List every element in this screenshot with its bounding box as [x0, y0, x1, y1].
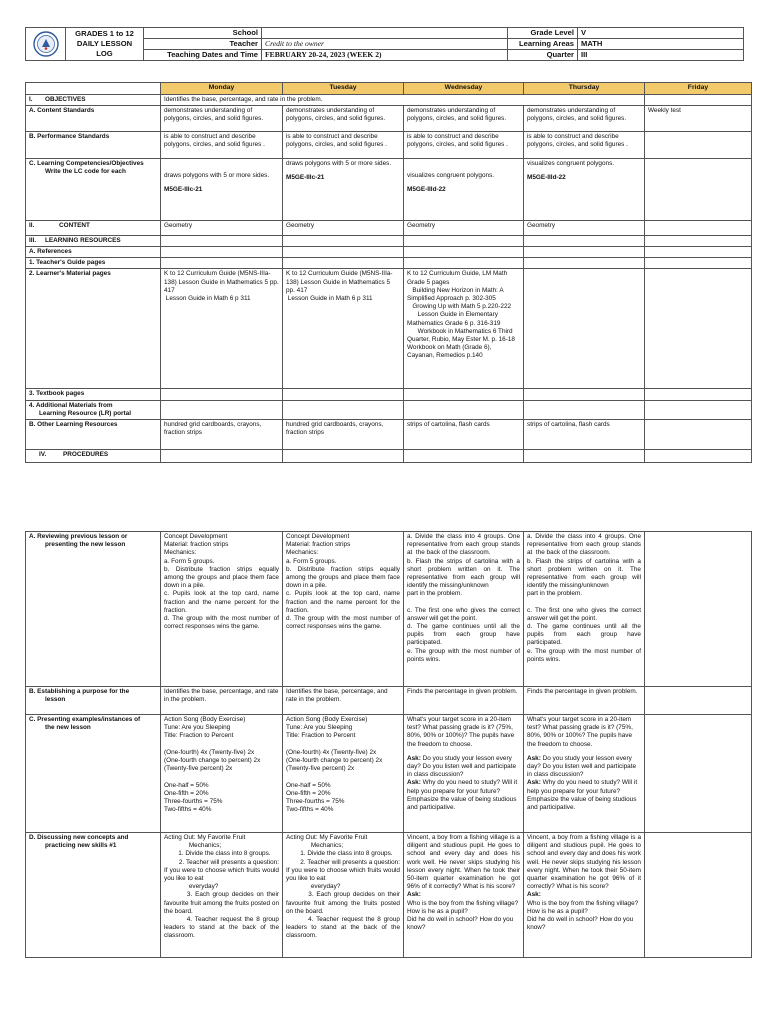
discussing-row	[26, 833, 752, 958]
teachers-guide-label: 1. Teacher's Guide pages	[26, 258, 161, 269]
presenting-label-1: C. Presenting examples/instances of	[29, 716, 141, 723]
content-mon: Geometry	[161, 220, 283, 235]
content-standards-row	[26, 105, 752, 131]
presenting-tue-text: Action Song (Body Exercise) Tune: Are you Sleeping Title: Fraction to Percent (One-fourth) 4x (Twenty-five) 2x (One-fourth change to percent) 2x (Twenty-five percent) 2x One-half = 50% One-fifth = 20% Three-fourths = 75% Two-fifths = 40%	[286, 716, 383, 814]
purpose-mon: Identifies the base, percentage, and rate in the problem.	[161, 687, 283, 715]
reviewing-wed-text: a. Divide the class into 4 groups. One representative from each group stands at the back of the classroom. b. Flash the strips of cartolina with a short problem written on it. The representative from each group will identify the missing/unknown part in the problem. c. The first one who gives the correct answer will get the point. d. The game continues until all the pupils from each group have participated. e. The group with the most number of points wins.	[407, 533, 520, 663]
textbook-label: 3. Textbook pages	[26, 389, 161, 400]
lc-tue-text: draws polygons with 5 or more sides.	[286, 159, 392, 167]
reviewing-label	[26, 532, 161, 687]
discussing-thu-text-1: Vincent, a boy from a fishing village is a diligent and studious pupil. He goes to school and every day and does his work well. He never skips studying his lesson every night. When he took their 50-item quarter examination he got 96% of it correctly? What is his score?	[527, 834, 641, 891]
purpose-tue: Identifies the base, percentage, and rate in the problem.	[283, 687, 404, 715]
reviewing-tue	[283, 532, 404, 687]
objectives-text: Identifies the base, percentage, and rate in the problem.	[161, 94, 645, 105]
presenting-thu-text-2	[527, 755, 641, 780]
learners-material-row	[26, 269, 752, 389]
reviewing-row	[26, 532, 752, 687]
presenting-wed-text-1: What's your target score in a 20-item test? What passing grade is it? (75%, 80%, 90% or 100%)? The pupils have the freedom to choose.	[407, 716, 515, 748]
presenting-wed-question-2: Why do you need to study? Will it help you prepare for your future? Emphasize the value of being studious and participative.	[407, 779, 518, 811]
lc-tue	[283, 158, 404, 220]
lm-fri	[645, 269, 752, 389]
procedures-label	[26, 450, 161, 463]
purpose-row	[26, 687, 752, 715]
presenting-thu	[524, 715, 645, 833]
content-label	[26, 220, 161, 235]
lm-tue	[283, 269, 404, 389]
presenting-thu-question-2: Why do you need to study? Will it help you prepare for your future? Emphasize the value of being studious and participative.	[527, 779, 638, 811]
discussing-thu-ask: Ask:	[527, 891, 541, 899]
presenting-wed-text-2	[407, 755, 520, 780]
quarter-label: Quarter	[508, 50, 578, 61]
discussing-wed-text-2: Who is the boy from the fishing village? How is he as a pupil? Did he do well in school? How do you know?	[407, 899, 519, 932]
objectives-title: OBJECTIVES	[45, 95, 86, 103]
quarter-value: III	[578, 50, 744, 61]
lc-fri	[645, 158, 752, 220]
presenting-mon	[161, 715, 283, 833]
reviewing-label-2: presenting the new lesson	[45, 541, 126, 549]
lesson-table-part1	[25, 82, 752, 463]
perf-std-mon: is able to construct and describe polygons, circles, and solid figures .	[161, 131, 283, 158]
content-row	[26, 220, 752, 235]
other-resources-label: B. Other Learning Resources	[26, 420, 161, 450]
discussing-label	[26, 833, 161, 958]
discussing-label-2: practicing new skills #1	[45, 842, 117, 850]
other-thu: strips of cartolina, flash cards	[524, 420, 645, 450]
presenting-mon-text: Action Song (Body Exercise) Tune: Are you Sleeping Title: Fraction to Percent (One-fourth) 4x (Twenty-five) 2x (One-fourth change to percent) 2x (Twenty-five percent) 2x One-half = 50% One-fifth = 20% Three-fourths = 75% Two-fifths = 40%	[164, 716, 261, 814]
objectives-num: I.	[29, 95, 33, 103]
presenting-thu-ask-2: Ask:	[527, 779, 541, 787]
title-line2: DAILY LESSON LOG	[76, 39, 133, 58]
reviewing-thu	[524, 532, 645, 687]
header-table	[25, 27, 744, 61]
title-cell	[66, 28, 144, 61]
resources-title: LEARNING RESOURCES	[45, 236, 121, 244]
reviewing-label-1: A. Reviewing previous lesson or	[29, 533, 128, 540]
additional-materials-label	[26, 400, 161, 419]
perf-std-wed: is able to construct and describe polygons, circles, and solid figures .	[404, 131, 524, 158]
learners-material-label: 2. Learner's Material pages	[26, 269, 161, 389]
lc-wed	[404, 158, 524, 220]
presenting-thu-ask-1: Ask:	[527, 754, 541, 762]
area-value: MATH	[578, 39, 744, 50]
discussing-fri	[645, 833, 752, 958]
lm-wed-text: K to 12 Curriculum Guide, LM Math Grade 5 pages Building New Horizon in Math: A Simplified Approach p. 302-305 Growing Up with Math 5 p.220-222 Lesson Guide in Elementary Mathematics Grade 6 p. 316-319 Workbook in Mathematics 6 Third Quarter, Rubio, May Ester M. p. 16-18 Workbook on Math (Grade 6), Cayanan, Remedios p.140	[407, 270, 515, 360]
perf-std-fri	[645, 131, 752, 158]
presenting-wed	[404, 715, 524, 833]
lc-mon-text: draws polygons with 5 or more sides.	[164, 171, 270, 179]
reviewing-mon-text: Concept Development Material: fraction strips Mechanics: a. Form 5 groups. b. Distribute fraction strips equally among the groups and place them face down in a pile. c. Pupils look at the top card, name fraction and the name percent for the fraction. d. The group with the most number of correct responses wins the game.	[164, 533, 279, 631]
dates-label: Teaching Dates and Time	[144, 50, 262, 61]
purpose-label-2: lesson	[45, 696, 66, 704]
resources-label	[26, 235, 161, 246]
lc-mon-code: M5GE-IIIc-21	[164, 186, 203, 194]
day-header-row	[26, 83, 752, 95]
content-tue: Geometry	[283, 220, 404, 235]
objectives-row	[26, 94, 752, 105]
discussing-thu	[524, 833, 645, 958]
references-label: A. References	[26, 247, 161, 258]
additional-materials-row	[26, 400, 752, 419]
title-line1: GRADES 1 to 12	[75, 29, 134, 39]
grade-label: Grade Level	[508, 28, 578, 39]
content-title: CONTENT	[59, 221, 90, 229]
lm-wed	[404, 269, 524, 389]
deped-seal-icon	[26, 28, 65, 60]
grade-value: V	[578, 28, 744, 39]
competencies-label-2: Write the LC code for each	[45, 168, 126, 176]
content-std-thu: demonstrates understanding of polygons, circles, and solid figures.	[524, 105, 645, 131]
purpose-label-1: B. Establishing a purpose for the	[29, 688, 130, 695]
discussing-wed	[404, 833, 524, 958]
content-thu: Geometry	[524, 220, 645, 235]
presenting-tue	[283, 715, 404, 833]
teachers-guide-row	[26, 258, 752, 269]
reviewing-tue-text: Concept Development Material: fraction strips Mechanics: a. Form 5 groups. b. Distribute fraction strips equally among the groups and place them face down in a pile. c. Pupils look at the top card, name fraction and the name percent for the fraction. d. The group with the most number of correct responses wins the game.	[286, 533, 400, 631]
perf-std-thu: is able to construct and describe polygons, circles, and solid figures .	[524, 131, 645, 158]
textbook-row	[26, 389, 752, 400]
content-num: II.	[29, 221, 35, 229]
resources-num: III.	[29, 236, 37, 244]
additional-materials-label-1: 4. Additional Materials from	[29, 401, 113, 409]
content-standards-label: A. Content Standards	[26, 105, 161, 131]
presenting-wed-question-1: Do you study your lesson every day? Do you listen well and participate in class discussion?	[407, 754, 517, 779]
lm-tue-text: K to 12 Curriculum Guide (M5NS-IIIa-138) Lesson Guide in Mathematics 5 pp. 417 Lesson Guide in Math 6 p 311	[286, 270, 393, 302]
lm-thu	[524, 269, 645, 389]
procedures-row	[26, 450, 752, 463]
day-tuesday: Tuesday	[283, 83, 404, 95]
presenting-thu-question-1: Do you study your lesson every day? Do you listen well and participate in class discussion?	[527, 754, 637, 779]
purpose-thu: Finds the percentage in given problem.	[524, 687, 645, 715]
performance-standards-label: B. Performance Standards	[26, 131, 161, 158]
day-header-blank	[26, 83, 161, 95]
seal-cell	[26, 28, 66, 61]
presenting-thu-text-1: What's your target score in a 20-item test? What passing grade is it? (75%, 80%, 90% or 100%? The pupils have the freedom to choose.	[527, 716, 633, 748]
lc-thu	[524, 158, 645, 220]
presenting-wed-ask-2: Ask:	[407, 779, 421, 787]
day-thursday: Thursday	[524, 83, 645, 95]
discussing-wed-ask: Ask:	[407, 891, 421, 899]
discussing-label-1: D. Discussing new concepts and	[29, 834, 129, 841]
lc-tue-code: M5GE-IIIc-21	[286, 174, 325, 182]
content-fri	[645, 220, 752, 235]
discussing-wed-text-1: Vincent, a boy from a fishing village is a diligent and studious pupil. He goes to school and every day and does his work well. He never skips studying his lesson every night. When he took their 50-item quarter examination he got 96% of it correctly? What is his score?	[407, 834, 520, 891]
perf-std-tue: is able to construct and describe polygons, circles, and solid figures .	[283, 131, 404, 158]
additional-materials-label-2: Learning Resource (LR) portal	[39, 409, 131, 417]
lm-mon	[161, 269, 283, 389]
presenting-label-2: the new lesson	[45, 724, 91, 732]
school-label: School	[144, 28, 262, 39]
performance-standards-row	[26, 131, 752, 158]
presenting-row	[26, 715, 752, 833]
lc-thu-code: M5GE-IIId-22	[527, 174, 566, 182]
other-tue: hundred grid cardboards, crayons, fraction strips	[283, 420, 404, 450]
day-friday: Friday	[645, 83, 752, 95]
other-fri	[645, 420, 752, 450]
other-mon: hundred grid cardboards, crayons, fraction strips	[161, 420, 283, 450]
day-monday: Monday	[161, 83, 283, 95]
discussing-tue	[283, 833, 404, 958]
presenting-label	[26, 715, 161, 833]
discussing-mon-text: Acting Out: My Favorite Fruit Mechanics; 1. Divide the class into 8 groups. 2. Teacher will presents a question: If you were to choose which fruits would you like to eat everyday? 3. Each group decides on their favourite fruit among the fruits posted on the board. 4. Teacher request the 8 group leaders to stand at the back of the classroom.	[164, 834, 279, 940]
purpose-fri	[645, 687, 752, 715]
discussing-mon	[161, 833, 283, 958]
competencies-label-1: C. Learning Competencies/Objectives	[29, 159, 144, 167]
lc-thu-text: visualizes congruent polygons.	[527, 159, 615, 167]
content-std-mon: demonstrates understanding of polygons, circles, and solid figures.	[161, 105, 283, 131]
objectives-fri	[645, 94, 752, 105]
other-resources-row	[26, 420, 752, 450]
content-wed: Geometry	[404, 220, 524, 235]
presenting-fri	[645, 715, 752, 833]
discussing-thu-text-2: Who is the boy from the fishing village? How is he as a pupil? Did he do well in school? How do you know?	[527, 899, 639, 932]
purpose-wed: Finds the percentage in given problem.	[404, 687, 524, 715]
references-row	[26, 247, 752, 258]
content-std-fri: Weekly test	[645, 105, 752, 131]
content-std-wed: demonstrates understanding of polygons, circles, and solid figures.	[404, 105, 524, 131]
teacher-value: Credit to the owner	[262, 39, 508, 50]
other-wed: strips of cartolina, flash cards	[404, 420, 524, 450]
procedures-num: IV.	[39, 451, 47, 458]
reviewing-fri	[645, 532, 752, 687]
presenting-wed-text-3	[407, 779, 520, 812]
competencies-label	[26, 158, 161, 220]
procedures-title: PROCEDURES	[63, 451, 109, 458]
discussing-tue-text: Acting Out: My Favorite Fruit Mechanics; 1. Divide the class into 8 groups. 2. Teacher will presents a question: If you were to choose which fruits would you like to eat everyday? 3. Each group decides on their favourite fruit among the fruits posted on the board. 4. Teacher request the 8 group leaders to stand at the back of the classroom.	[286, 834, 400, 940]
lm-mon-text: K to 12 Curriculum Guide (M5NS-IIIa-138) Lesson Guide in Mathematics 5 pp. 417 Lesson Guide in Math 6 p 311	[164, 270, 279, 302]
content-std-tue: demonstrates understanding of polygons, circles, and solid figures.	[283, 105, 404, 131]
lc-wed-code: M5GE-IIId-22	[407, 186, 446, 194]
day-wednesday: Wednesday	[404, 83, 524, 95]
objectives-label	[26, 94, 161, 105]
reviewing-mon	[161, 532, 283, 687]
competencies-row	[26, 158, 752, 220]
lesson-table-part2	[25, 531, 752, 958]
area-label: Learning Areas	[508, 39, 578, 50]
presenting-wed-ask-1: Ask:	[407, 754, 421, 762]
reviewing-thu-text: a. Divide the class into 4 groups. One representative from each group stands at the back of the classroom. b. Flash the strips of cartolina with a short problem written on it. The representative from each group will identify the missing/unknown part in the problem. c. The first one who gives the correct answer will get the point. d. The game continues until all the pupils from each group have participated. e. The group with the most number of points wins.	[527, 533, 641, 663]
school-value	[262, 28, 508, 39]
purpose-label	[26, 687, 161, 715]
resources-row	[26, 235, 752, 246]
lc-mon	[161, 158, 283, 220]
lc-wed-text: visualizes congruent polygons.	[407, 171, 495, 179]
presenting-thu-text-3	[527, 779, 641, 812]
dates-value: FEBRUARY 20-24, 2023 (WEEK 2)	[262, 50, 508, 61]
teacher-label: Teacher	[144, 39, 262, 50]
reviewing-wed	[404, 532, 524, 687]
